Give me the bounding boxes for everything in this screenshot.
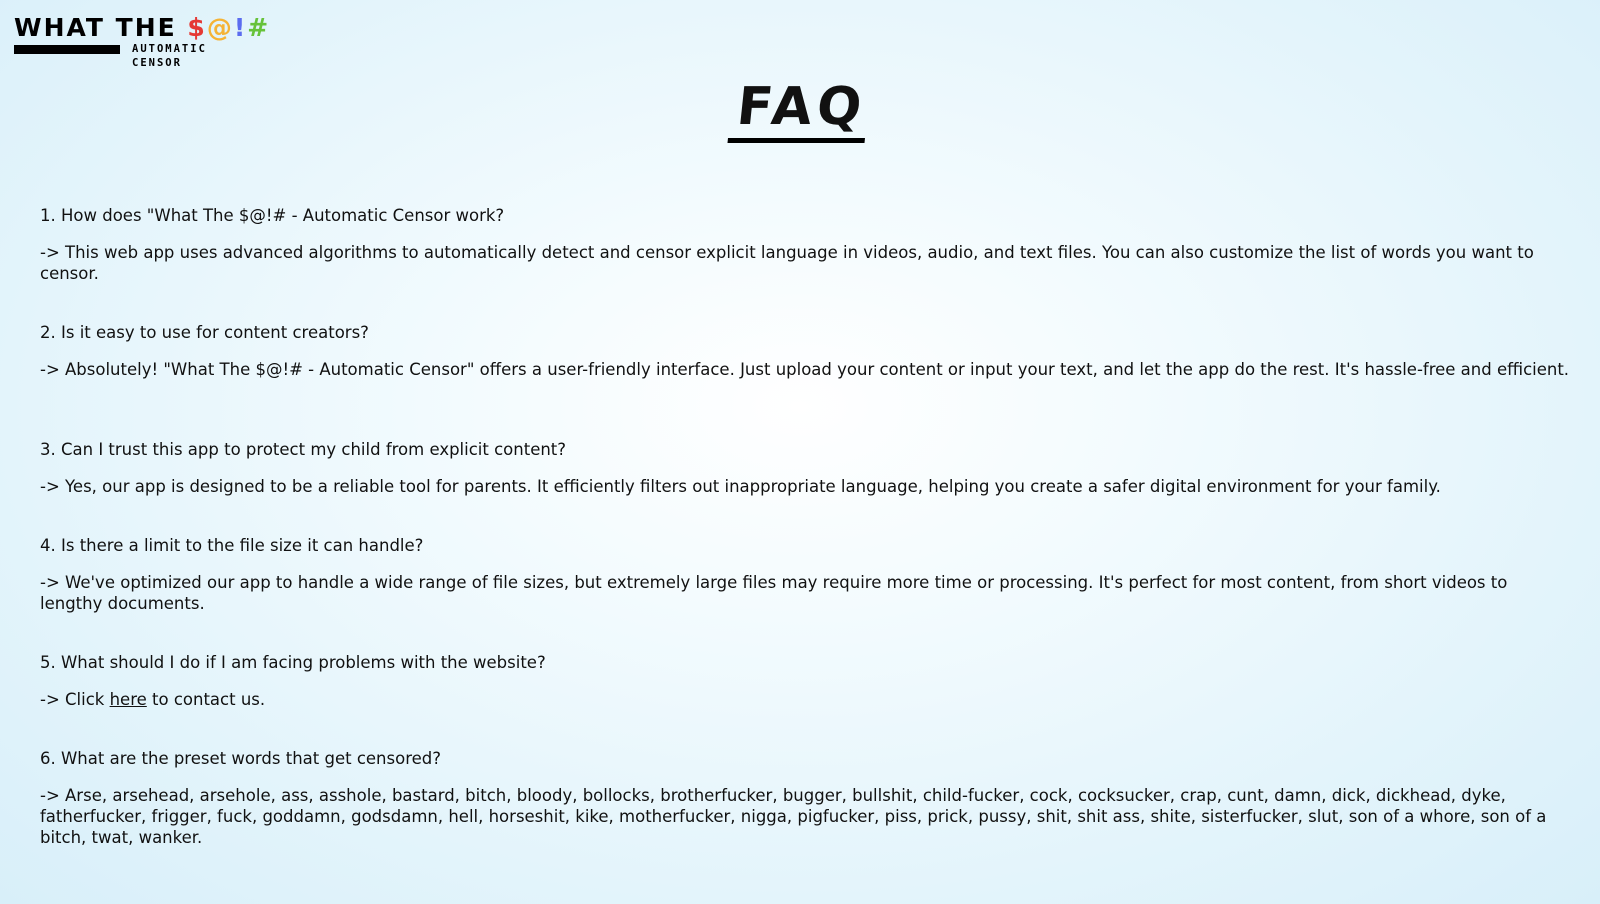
faq-item-3 bbox=[40, 439, 1570, 535]
logo-subtitle bbox=[132, 42, 207, 70]
logo-symbol-dollar: $ bbox=[187, 13, 207, 42]
logo-symbol-exclamation: ! bbox=[233, 13, 248, 42]
faq-item-5 bbox=[40, 652, 1570, 748]
faq-answer-suffix: to contact us. bbox=[146, 690, 266, 709]
page-title bbox=[0, 76, 1600, 143]
faq-answer: -> This web app uses advanced algorithms to automatically detect and censor explicit language in videos, audio, and text files. You can also customize the list of words you want to censor. bbox=[40, 243, 1534, 283]
logo-title bbox=[14, 14, 270, 42]
site-logo[interactable] bbox=[14, 13, 271, 72]
faq-answer: -> We've optimized our app to handle a wide range of file sizes, but extremely large files may require more time or processing. It's perfect for most content, from short videos to lengthy documents. bbox=[40, 573, 1508, 613]
logo-subtitle-line1: AUTOMATIC bbox=[132, 43, 207, 55]
faq-question: 4. Is there a limit to the file size it can handle? bbox=[40, 536, 424, 555]
faq-question: 1. How does "What The $@!# - Automatic Censor work? bbox=[40, 206, 505, 225]
page-title-text: FAQ bbox=[728, 76, 872, 143]
faq-answer-prefix: -> Click bbox=[40, 690, 110, 709]
faq-item-4 bbox=[40, 535, 1570, 652]
logo-subtitle-line2: CENSOR bbox=[132, 57, 182, 69]
faq-answer: -> Yes, our app is designed to be a reliable tool for parents. It efficiently filters out inappropriate language, helping you create a safer digital environment for your family. bbox=[40, 477, 1441, 496]
logo-title-text: WHAT THE bbox=[14, 13, 188, 42]
faq-item-6 bbox=[40, 748, 1570, 848]
logo-symbol-at: @ bbox=[206, 13, 234, 42]
faq-answer bbox=[40, 689, 1570, 710]
faq-question: 5. What should I do if I am facing problems with the website? bbox=[40, 653, 546, 672]
faq-question: 3. Can I trust this app to protect my child from explicit content? bbox=[40, 440, 567, 459]
faq-item-1 bbox=[40, 205, 1570, 322]
faq-list bbox=[40, 205, 1570, 848]
faq-answer: -> Arse, arsehead, arsehole, ass, asshole, bastard, bitch, bloody, bollocks, brotherfucker, bugger, bullshit, child-fucker, cock, cocksucker, crap, cunt, damn, dick, dickhead, dyke, fatherfucker, frigger, fuck, goddamn, godsdamn, hell, horseshit, kike, motherfucker, nigga, pigfucker, piss, prick, pussy, shit, shit ass, shite, sisterfucker, slut, son of a whore, son of a bitch, twat, wanker. bbox=[40, 786, 1547, 847]
faq-question: 6. What are the preset words that get censored? bbox=[40, 749, 442, 768]
logo-symbol-hash: # bbox=[247, 13, 271, 42]
logo-underline-bar bbox=[14, 45, 120, 54]
faq-question: 2. Is it easy to use for content creators? bbox=[40, 323, 369, 342]
faq-answer: -> Absolutely! "What The $@!# - Automatic Censor" offers a user-friendly interface. Just upload your content or input your text, and let the app do the rest. It's hassle-free and efficient. bbox=[40, 360, 1570, 379]
contact-link[interactable]: here bbox=[109, 690, 147, 709]
faq-item-2 bbox=[40, 322, 1570, 439]
